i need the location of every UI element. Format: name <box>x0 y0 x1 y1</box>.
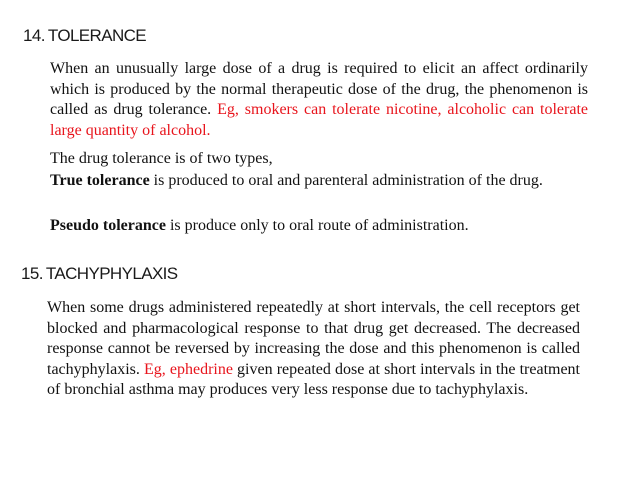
section-14-title: TOLERANCE <box>47 26 147 45</box>
tolerance-example: Eg, smokers can tolerate nicotine, alcoholic can tolerate large quantity of alcohol. <box>50 101 589 139</box>
pseudo-tolerance-text: is produce only to oral route of administration. <box>165 217 469 234</box>
section-15-title: TACHYPHYLAXIS <box>45 264 178 283</box>
section-15-heading <box>21 264 178 284</box>
tolerance-intro: When an unusually large dose of a drug is required to elicit an affect ordinarily which is produced by the normal therapeutic dose of the drug, the phenomenon is called as drug tolerance. <box>50 60 588 118</box>
section-14-heading <box>23 26 146 46</box>
tolerance-types-text: The drug tolerance is of two types, <box>50 150 273 167</box>
tolerance-types-line <box>50 149 588 170</box>
tachyphylaxis-intro: When some drugs administered repeatedly at short intervals, the cell receptors get blocked and pharmacological response to that drug get decreased. The decreased response cannot be reversed by increasing the dose and this phenomenon is called tachyphylaxis. <box>47 299 580 378</box>
section-14-number: 14. <box>23 26 45 45</box>
tachyphylaxis-definition <box>47 298 580 401</box>
tachyphylaxis-example-rest: given repeated dose at short intervals in the treatment of bronchial asthma may produces very less response due to tachyphylaxis. <box>47 360 581 398</box>
tolerance-definition <box>50 59 588 141</box>
pseudo-tolerance-item <box>50 216 588 237</box>
true-tolerance-term: True tolerance <box>50 172 150 189</box>
section-15-number: 15. <box>21 264 43 283</box>
true-tolerance-item <box>50 171 588 192</box>
true-tolerance-text: is produced to oral and parenteral administration of the drug. <box>149 172 543 189</box>
pseudo-tolerance-term: Pseudo tolerance <box>50 217 166 234</box>
tachyphylaxis-example-lead: Eg, ephedrine <box>143 360 233 378</box>
